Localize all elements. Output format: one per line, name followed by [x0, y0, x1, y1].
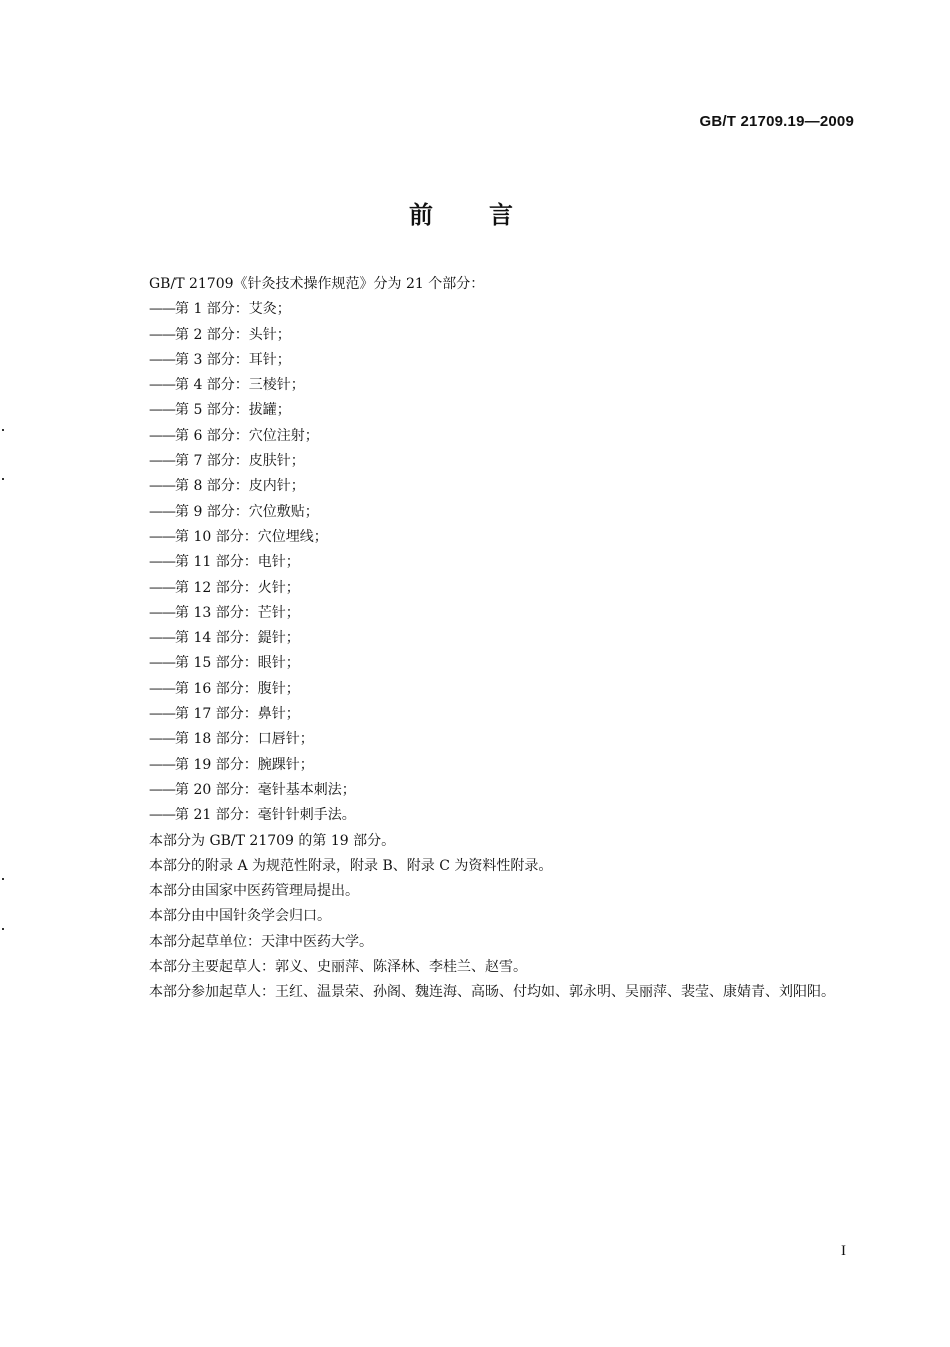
margin-dot: [2, 928, 4, 930]
list-dash: ——: [149, 630, 175, 647]
list-item: [116, 424, 876, 449]
intro-paragraph: GB/T 21709《针灸技术操作规范》分为 21 个部分：: [149, 276, 485, 292]
body-paragraph: 本部分的附录 A 为规范性附录，附录 B、附录 C 为资料性附录。: [149, 857, 553, 874]
list-dash: ——: [149, 756, 175, 773]
list-item: [116, 753, 876, 778]
list-item: [116, 576, 876, 601]
list-item: [116, 373, 876, 398]
list-item-text: 第 9 部分：穴位敷贴；: [175, 503, 319, 520]
list-dash: ——: [149, 326, 175, 343]
list-dash: ——: [149, 781, 175, 798]
body-paragraph: 本部分起草单位：天津中医药大学。: [149, 933, 373, 950]
foreword-content: [116, 272, 876, 1006]
list-item: [116, 778, 876, 803]
list-item: [116, 727, 876, 752]
body-paragraph: 本部分由国家中医药管理局提出。: [149, 883, 359, 900]
list-item-text: 第 14 部分：鍉针；: [175, 630, 300, 647]
list-item: [116, 677, 876, 702]
list-dash: ——: [149, 427, 175, 444]
list-dash: ——: [149, 706, 175, 723]
parts-list: [116, 297, 876, 828]
list-item: [116, 803, 876, 828]
page-number: I: [841, 1243, 846, 1259]
list-item-text: 第 3 部分：耳针；: [175, 351, 291, 368]
list-item: [116, 474, 876, 499]
body-paragraph: 本部分主要起草人：郭义、史丽萍、陈泽林、李桂兰、赵雪。: [149, 959, 527, 976]
list-item: [116, 525, 876, 550]
list-item-text: 第 19 部分：腕踝针；: [175, 756, 314, 773]
list-item-text: 第 18 部分：口唇针；: [175, 731, 314, 748]
list-item-text: 第 1 部分：艾灸；: [175, 301, 291, 318]
list-dash: ——: [149, 579, 175, 596]
list-item-text: 第 10 部分：穴位埋线；: [175, 528, 328, 545]
margin-dot: [2, 478, 4, 480]
list-item-text: 第 6 部分：穴位注射；: [175, 427, 319, 444]
list-item: [116, 601, 876, 626]
body-paragraph: 本部分为 GB/T 21709 的第 19 部分。: [149, 832, 396, 849]
list-dash: ——: [149, 554, 175, 571]
list-item: [116, 398, 876, 423]
list-item-text: 第 8 部分：皮内针；: [175, 478, 305, 495]
list-item-text: 第 21 部分：毫针针刺手法。: [175, 807, 356, 824]
list-item-text: 第 2 部分：头针；: [175, 326, 291, 343]
list-item-text: 第 12 部分：火针；: [175, 579, 300, 596]
list-dash: ——: [149, 655, 175, 672]
list-item-text: 第 11 部分：电针；: [175, 554, 300, 571]
list-item-text: 第 4 部分：三棱针；: [175, 377, 305, 394]
list-item: [116, 323, 876, 348]
list-item: [116, 550, 876, 575]
list-item-text: 第 13 部分：芒针；: [175, 604, 300, 621]
list-dash: ——: [149, 301, 175, 318]
list-dash: ——: [149, 731, 175, 748]
paragraph-group: [116, 829, 876, 1006]
list-item-text: 第 7 部分：皮肤针；: [175, 453, 305, 470]
list-dash: ——: [149, 351, 175, 368]
margin-dot: [2, 429, 4, 431]
list-dash: ——: [149, 528, 175, 545]
list-item-text: 第 20 部分：毫针基本刺法；: [175, 781, 356, 798]
standard-code: GB/T 21709.19—2009: [699, 113, 854, 130]
list-item: [116, 626, 876, 651]
list-item-text: 第 17 部分：鼻针；: [175, 706, 300, 723]
list-item: [116, 702, 876, 727]
list-item-text: 第 5 部分：拔罐；: [175, 402, 291, 419]
list-item-text: 第 15 部分：眼针；: [175, 655, 300, 672]
list-dash: ——: [149, 478, 175, 495]
list-item: [116, 651, 876, 676]
margin-dot: [2, 878, 4, 880]
list-dash: ——: [149, 377, 175, 394]
list-dash: ——: [149, 453, 175, 470]
page-title: 前言: [409, 201, 569, 229]
list-dash: ——: [149, 680, 175, 697]
list-dash: ——: [149, 604, 175, 621]
list-dash: ——: [149, 807, 175, 824]
list-item: [116, 297, 876, 322]
list-item-text: 第 16 部分：腹针；: [175, 680, 300, 697]
list-item: [116, 500, 876, 525]
list-dash: ——: [149, 503, 175, 520]
body-paragraph: 本部分参加起草人：王红、温景荣、孙阁、魏连海、高旸、付均如、郭永明、吴丽萍、裴莹、康婧青、刘阳阳。: [149, 984, 835, 1001]
list-item: [116, 449, 876, 474]
body-paragraph: 本部分由中国针灸学会归口。: [149, 908, 331, 925]
list-dash: ——: [149, 402, 175, 419]
list-item: [116, 348, 876, 373]
